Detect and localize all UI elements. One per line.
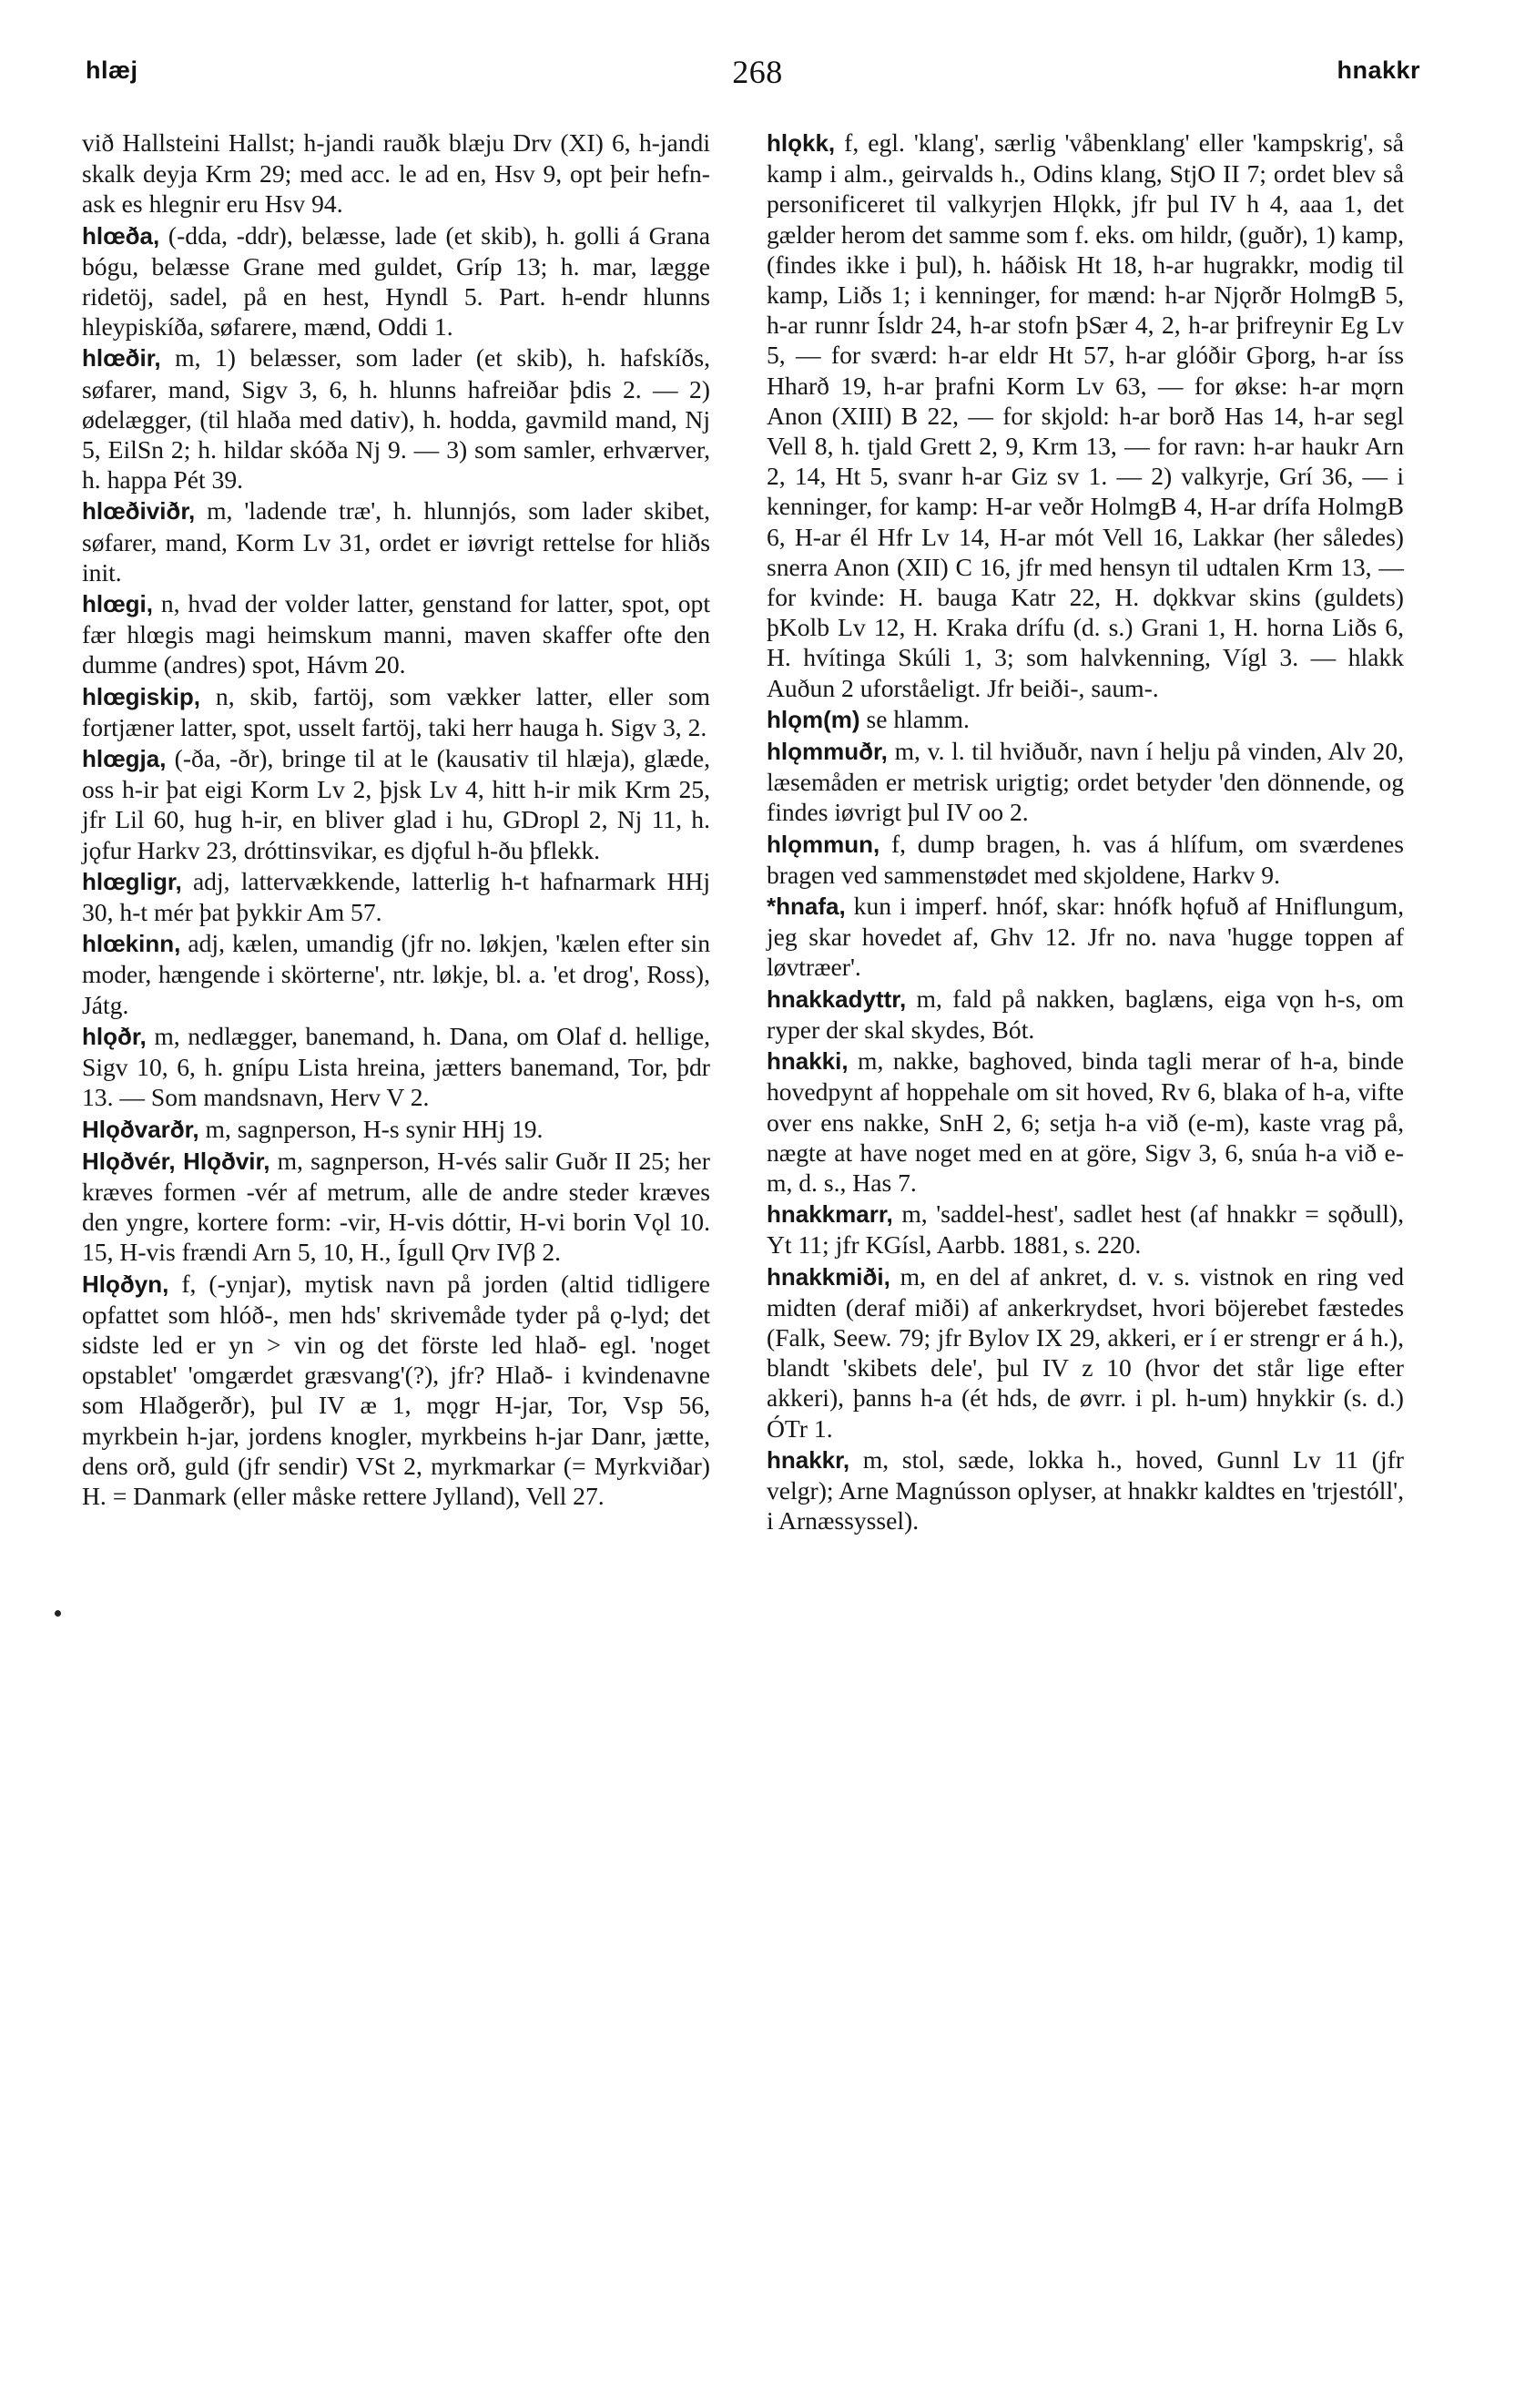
entry-definition: n, skib, fartöj, som vækker latter, eller som fortjæner latter, spot, usselt fartöj, taki herr hauga h. Sigv 3, 2. (82, 681, 710, 741)
entry-definition: f, (-ynjar), mytisk navn på jorden (altid tidligere opfattet som hlóð-, men hds' skrivemåde tyder på ǫ-lyd; det sidste led er yn > vin og det förste led hlað- egl. 'noget opstablet' 'omgærdet græsvang'(?), jfr? Hlað- i kvindenavne som Hlaðgerðr), þul IV æ 1, mǫgr H-jar, Tor, Vsp 56, myrkbein h-jar, jordens knogler, myrkbeins h-jar Danr, jætte, dens orð, guld (jfr sendir) VSt 2, myrkmarkar (= Myrkviðar) H. = Danmark (eller måske rettere Jylland), Vell 27. (82, 1269, 710, 1510)
dictionary-entry (82, 128, 710, 219)
dictionary-entry (767, 1261, 1404, 1444)
entry-headword: hnakkadyttr, (767, 985, 907, 1013)
dictionary-entry (82, 220, 710, 342)
dictionary-entry (82, 743, 710, 865)
entry-definition: f, egl. 'klang', særlig 'våbenklang' eller 'kampskrig', så kamp i alm., geirvalds h., Odins klang, StjO II 7; ordet blev så personificeret til valkyrjen Hlǫkk, jfr þul IV h 4, aaa 1, det gælder herom det samme som f. eks. om hildr, (guðr), 1) kamp, (findes ikke i þul), h. háðisk Ht 18, h-ar hugrakkr, modig til kamp, Liðs 1; i kenninger, for mænd: h-ar Njǫrðr HolmgB 5, h-ar runnr Ísldr 24, h-ar stofn þSær 4, 2, h-ar þrifreynir Eg Lv 5, — for sværd: h-ar eldr Ht 57, h-ar glóðir Gþorg, h-ar íss Hharð 19, h-ar þrafni Korm Lv 63, — for økse: h-ar mǫrn Anon (XIII) B 22, — for skjold: h-ar borð Has 14, h-ar segl Vell 8, h. tjald Grett 2, 9, Krm 13, — for ravn: h-ar haukr Arn 2, 14, Ht 5, svanr h-ar Giz sv 1. — 2) valkyrje, Grí 36, — i kenninger, for kamp: H-ar veðr HolmgB 4, H-ar drífa HolmgB 6, H-ar él Hfr Lv 14, H-ar mót Vell 16, Lakkar (her således) snerra Anon (XII) C 16, jfr med hensyn til udtalen Krm 13, — for kvinde: H. bauga Katr 22, H. dǫkkvar skins (guldets) þKolb Lv 12, H. Kraka drífu (d. s.) Grani 1, H. horna Liðs 6, H. hvítinga Skúli 1, 3; som halvkenning, Vígl 3. — hlakk Auðun 2 uforståeligt. Jfr beiði-, saum-. (767, 128, 1404, 702)
dictionary-entry (767, 1046, 1404, 1198)
entry-headword: hlœkinn, (82, 930, 181, 958)
dictionary-entry (82, 1146, 710, 1268)
page-number: 268 (732, 54, 783, 90)
entry-definition: m, 'ladende træ', h. hlunnjós, som lader skibet, søfarer, mand, Korm Lv 31, ordet er iøvrigt rettelse for hliðs init. (82, 496, 710, 587)
entry-definition: (-ða, -ðr), bringe til at le (kausativ til hlæja), glæde, oss h-ir þat eigi Korm Lv 2, þjsk Lv 4, hitt h-ir mik Krm 25, jfr Lil 60, hug h-ir, en bliver glad i hu, GDropl 2, Nj 11, h. jǫfur Harkv 23, dróttinsvikar, es djǫful h-ðu þflekk. (82, 744, 710, 864)
entry-definition: m, nedlægger, banemand, h. Dana, om Olaf d. hellige, Sigv 10, 6, h. gnípu Lista hreina, jætters banemand, Tor, þdr 13. — Som mandsnavn, Herv V 2. (82, 1021, 710, 1112)
entry-headword: Hlǫðvér, Hlǫðvir, (82, 1147, 270, 1175)
entry-definition: kun i imperf. hnóf, skar: hnófk hǫfuð af Hniflungum, jeg skar hovedet af, Ghv 12. Jfr no. nava 'hugge toppen af løvtræer'. (767, 892, 1404, 982)
left-column (82, 128, 710, 1512)
entry-headword: hlǫðr, (82, 1022, 147, 1050)
entry-headword: hnakkmiði, (767, 1262, 890, 1291)
margin-mark (55, 1610, 61, 1617)
entry-definition: (-dda, -ddr), belæsse, lade (et skib), h. golli á Grana bógu, belæsse Grane med guldet, Gríp 13; h. mar, lægge ridetöj, sadel, på en hest, Hyndl 5. Part. h-endr hlunns hleypiskíða, søfarere, mænd, Oddi 1. (82, 220, 711, 342)
dictionary-entry (767, 1199, 1404, 1260)
entry-definition: se hlamm. (866, 704, 970, 733)
entry-definition: m, sagnperson, H-s synir HHj 19. (205, 1114, 544, 1143)
running-head-last-word: hnakkr (1337, 56, 1420, 84)
right-column (767, 128, 1404, 1536)
entry-headword: hlœgja, (82, 745, 167, 773)
entry-headword: hlœgi, (82, 590, 153, 618)
dictionary-entry (82, 1114, 710, 1145)
entry-headword: hnakkr, (767, 1445, 850, 1474)
dictionary-entry (82, 681, 710, 742)
dictionary-entry (767, 984, 1404, 1045)
entry-definition: n, hvad der volder latter, genstand for latter, spot, opt fær hlœgis magi heimskum manni, maven skaffer ofte den dumme (andres) spot, Hávm 20. (82, 589, 710, 679)
entry-headword: hlǫm(m) (767, 705, 860, 733)
entry-definition: við Hallsteini Hallst; h-jandi rauðk blæju Drv (XI) 6, h-jandi skalk deyja Krm 29; med acc. le ad en, Hsv 9, opt þeir hefn-ask es hlegnir eru Hsv 94. (82, 128, 710, 219)
entry-headword: hlǫmmuðr, (767, 738, 888, 766)
dictionary-entry (767, 704, 1404, 735)
entry-headword: hlœðir, (82, 344, 161, 372)
entry-headword: Hlǫðyn, (82, 1270, 169, 1298)
entry-definition: m, sagnperson, H-vés salir Guðr II 25; her kræves formen -vér af metrum, alle de andre steder kræves den yngre, kortere form: -vir, H-vis dóttir, H-vi borin Vǫl 10. 15, H-vis frændi Arn 5, 10, H., Ígull Ǫrv IVβ 2. (82, 1146, 710, 1267)
dictionary-entry (82, 1021, 710, 1113)
entry-definition: m, nakke, baghoved, binda tagli merar of h-a, binde hovedpynt af hoppehale om sit hoved, Rv 6, blaka of h-a, vifte over ens nakke, SnH 2, 6; setja h-a við (e-m), kaste vrag på, nægte at have noget med en at göre, Sigv 3, 6, snúa h-a við e-m, d. s., Has 7. (767, 1046, 1404, 1197)
entry-headword: hlœðiviðr, (82, 497, 196, 525)
dictionary-entry (767, 736, 1404, 828)
entry-definition: m, stol, sæde, lokka h., hoved, Gunnl Lv 11 (jfr velgr); Arne Magnússon oplyser, at hnakkr kaldtes en 'trjestóll', i Arnæssyssel). (767, 1444, 1404, 1536)
dictionary-entry (767, 1444, 1404, 1536)
entry-definition: m, v. l. til hviðuðr, navn í helju på vinden, Alv 20, læsemåden er metrisk urigtig; ordet betyder 'den dönnende, og findes iøvrigt þul IV oo 2. (767, 737, 1404, 827)
running-head-first-word: hlæj (86, 56, 138, 84)
dictionary-entry (82, 342, 710, 495)
entry-definition: m, 'saddel-hest', sadlet hest (af hnakkr = sǫðull), Yt 11; jfr KGísl, Aarbb. 1881, s. 220. (767, 1199, 1404, 1260)
entry-headword: hlǫmmun, (767, 830, 880, 858)
entry-headword: hnakki, (767, 1047, 849, 1076)
entry-headword: hnakkmarr, (767, 1200, 893, 1229)
entry-headword: Hlǫðvarðr, (82, 1115, 199, 1143)
entry-headword: *hnafa, (767, 893, 846, 921)
entry-definition: adj, lattervækkende, latterlig h-t hafnarmark HHj 30, h-t mér þat þykkir Am 57. (82, 866, 710, 927)
entry-definition: f, dump bragen, h. vas á hlífum, om sværdenes bragen ved sammenstødet med skjoldene, Harkv 9. (767, 829, 1404, 889)
entry-definition: m, fald på nakken, baglæns, eiga vǫn h-s, om ryper der skal skydes, Bót. (767, 984, 1404, 1044)
dictionary-entry (82, 928, 710, 1020)
entry-definition: m, en del af ankret, d. v. s. vistnok en ring ved midten (deraf miði) af ankerkrydset, hvori böjerebet fæstedes (Falk, Seew. 79; jfr Bylov IX 29, akkeri, er í er strengr er á h.), blandt 'skibets dele', þul IV z 10 (hvor det står lige efter akkeri), þanns h-a (ét hds, de øvrr. i pl. h-um) hnykkir (s. d.) ÓTr 1. (767, 1261, 1404, 1443)
entry-headword: hlœða, (82, 221, 160, 250)
entry-definition: adj, kælen, umandig (jfr no. løkjen, 'kælen efter sin moder, hængende i skörterne', ntr. løkje, bl. a. 'et drog', Ross), Játg. (82, 929, 710, 1019)
dictionary-entry (82, 866, 710, 927)
entry-definition: m, 1) belæsser, som lader (et skib), h. hafskíðs, søfarer, mand, Sigv 3, 6, h. hlunns hafreiðar þdis 2. — 2) ødelægger, (til hlaða med dativ), h. hodda, gavmild mand, Nj 5, EilSn 2; h. hildar skóða Nj 9. — 3) som samler, erhværver, h. happa Pét 39. (82, 343, 710, 495)
entry-headword: hlǫkk, (767, 129, 836, 157)
dictionary-entry (767, 891, 1404, 983)
entry-headword: hlœgligr, (82, 867, 182, 895)
entry-headword: hlœgiskip, (82, 682, 200, 710)
dictionary-entry (82, 495, 710, 587)
dictionary-entry (767, 128, 1404, 703)
dictionary-entry (82, 588, 710, 680)
dictionary-entry (767, 829, 1404, 890)
dictionary-entry (82, 1269, 710, 1512)
